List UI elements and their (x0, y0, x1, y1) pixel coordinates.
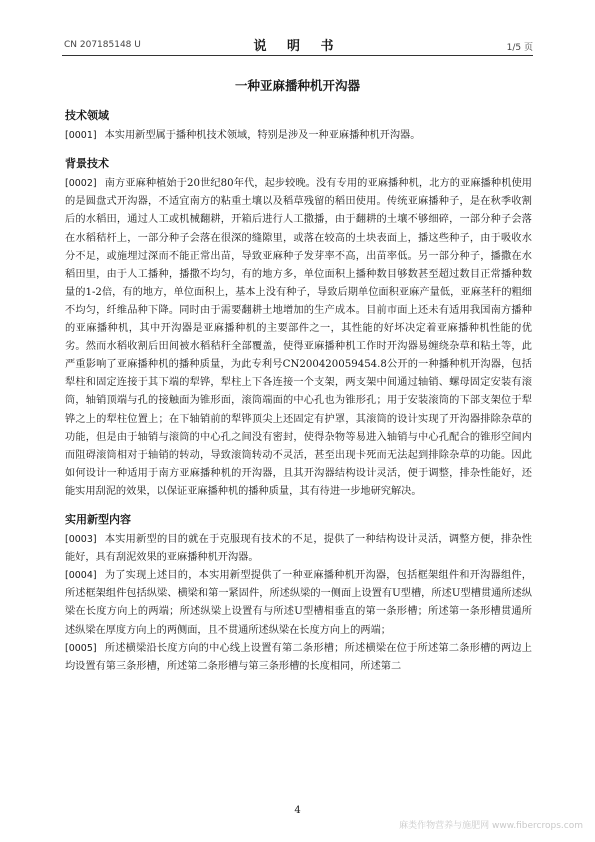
document-type: 说 明 书 (253, 39, 342, 54)
paragraph-0003 (65, 531, 532, 567)
page-number: 4 (294, 805, 301, 816)
document-title: 一种亚麻播种机开沟器 (234, 78, 360, 93)
paragraph-0002 (65, 175, 532, 501)
page-indicator: 1/5 页 (506, 43, 533, 53)
watermark: 麻类作物营养与施肥网 www.fibercrops.com (399, 821, 583, 831)
paragraph-number: [0004] (65, 570, 97, 582)
section-heading: 背景技术 (65, 157, 109, 171)
paragraph-number: [0003] (65, 534, 97, 546)
section-heading: 技术领域 (65, 109, 109, 122)
header-rule (62, 55, 533, 56)
paragraph-text: 本实用新型的目的就在于克服现有技术的不足，提供了一种结构设计灵活，调整方便，排杂性能好，具有刮泥效果的亚麻播种机开沟器。 (65, 534, 532, 564)
paragraph-text: 为了实现上述目的，本实用新型提供了一种亚麻播种机开沟器，包括框架组件和开沟器组件，所述框架组件包括纵梁、横梁和第一紧固件，所述纵梁的一侧面上设置有U型槽，所述U型槽贯通所述纵梁在长度方向上的两端；所述纵梁上设置有与所述U型槽相垂直的第一条形槽；所述第一条形槽贯通所述纵梁在厚度方向上的两侧面，且不贯通所述纵梁在长度方向上的两端； (65, 570, 532, 636)
section-technical-field (65, 107, 532, 145)
paragraph-number: [0002] (65, 178, 97, 190)
section-content (65, 511, 532, 676)
section-heading: 实用新型内容 (65, 512, 131, 526)
paragraph-text: 所述横梁沿长度方向的中心线上设置有第二条形槽；所述横梁在位于所述第二条形槽的两边上均设置有第三条形槽，所述第二条形槽与第三条形槽的长度相同，所述第二 (65, 642, 532, 672)
paragraph-text: 南方亚麻种植始于20世纪80年代，起步较晚。没有专用的亚麻播种机，北方的亚麻播种机使用的是圆盘式开沟器，不适宜南方的粘重土壤以及稻草残留的稻田使用。传统亚麻播种子，是在秋季收割后的水稻田，通过人工或机械翻耕，开箱后进行人工撒播，由于翻耕的土壤不够细碎，一部分种子会落在水稻秸杆上，一部分种子会落在很深的缝隙里，或落在较高的土块表面上，播这些种子，由于吸收水分不足，或施埋过深而不能正常出苗，导致亚麻种子发芽率不高，出苗率低。另一部分种子，播撒在水稻田里，由于人工播种，播撒不均匀，有的地方多，单位面积上播种数目够数甚至超过数目正常播种数量的1-2倍，有的地方，单位面积上，基本上没有种子，导致后期单位面积亚麻产量低，亚麻茎秆的粗细不均匀，纤维品种下降。同时由于需要翻耕土地增加的生产成本。目前市面上还未有适用我国南方播种的亚麻播种机，其中开沟器是亚麻播种机的主要部件之一，其性能的好坏决定着亚麻播种机性能的优劣。然而水稻收割后田间被水稻秸秆全部覆盖，使得亚麻播种机工作时开沟器易缠绕杂草和粘土等，此严重影响了亚麻播种机的播种质量，为此专利号CN200420059454.8公开的一种播种机开沟器，包括犁柱和固定连接于其下端的犁铧，犁柱上下各连接一个支架，两支架中间通过轴销、螺母固定安装有滚筒，轴销顶端与孔的接触面为锥形面，滚筒端面的中心孔也为锥形孔；用于安装滚筒的下部支架位于犁铧之上的犁柱位置上；在下轴销前的犁铧顶尖上还固定有护罩，其滚筒的设计实现了开沟器排除杂草的功能，但是由于轴销与滚筒的中心孔之间没有密封，使得杂物等易进入轴销与中心孔配合的锥形空间内而阻碍滚筒相对于轴销的转动，导致滚筒转动不灵活，甚至出现卡死而无法起到排除杂草的功能。因此如何设计一种适用于南方亚麻播种机的开沟器，且其开沟器结构设计灵活，便于调整，排杂性能好，还能实用刮泥的效果，以保证亚麻播种机的播种质量，其有待进一步地研究解决。 (65, 178, 532, 497)
paragraph-text: 本实用新型属于播种机技术领域，特别是涉及一种亚麻播种机开沟器。 (104, 130, 421, 142)
section-background (65, 155, 532, 501)
paragraph-0005 (65, 640, 532, 676)
paragraph-number: [0005] (65, 642, 97, 654)
paragraph-0001 (65, 127, 532, 145)
paragraph-number: [0001] (65, 130, 97, 142)
paragraph-0004 (65, 567, 532, 639)
patent-number: CN 207185148 U (64, 40, 141, 50)
document-body (65, 107, 532, 676)
